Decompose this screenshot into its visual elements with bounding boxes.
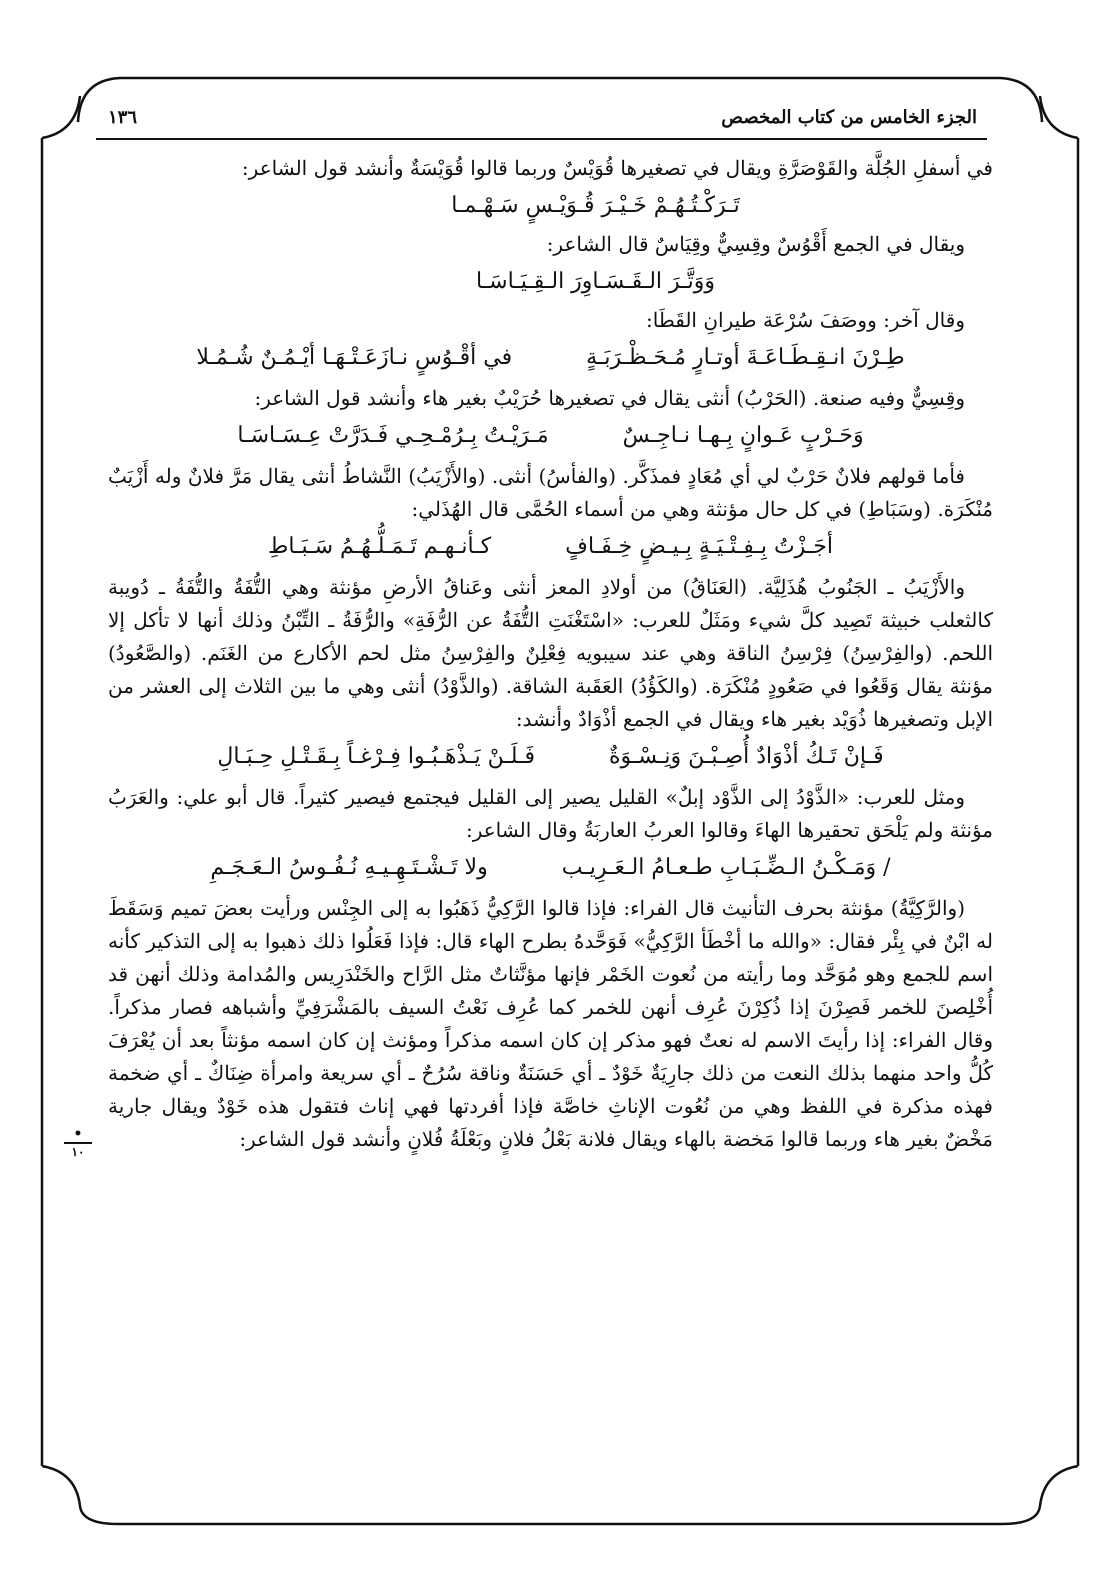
verse-first-hemistich: / وَمَـكْـنُ الـضِّـبَـابِ طـعـامُ الـعَـرِيـب bbox=[561, 855, 891, 880]
paragraph: ويقال في الجمع أَقْوُسٌ وقِسِيٌّ وقِيَاسٌ قال الشاعر: bbox=[546, 232, 965, 256]
marker-number: ١٠ bbox=[71, 1145, 85, 1159]
verse-second-hemistich: مَـرَيْـتُ بِـرُمْـحِـي فَـدَرَّتْ عِـسَـاسَـا bbox=[237, 423, 549, 448]
paragraph: وقال آخر: ووصَفَ سُرْعَة طيرانِ القَطَا: bbox=[645, 308, 965, 332]
verse-couplet bbox=[108, 419, 993, 452]
margin-marker bbox=[64, 1128, 92, 1158]
verse-second-hemistich: ولا تَـشْـتَـهِـيـهِ نُـفُـوسُ الـعَـجَـمِ bbox=[210, 855, 488, 880]
verse-line: تَـرَكْـتُـهُـمْ خَـيْـرَ قُـوَيْـسٍ سَـهْـمـا bbox=[451, 193, 740, 218]
verse-couplet bbox=[108, 341, 993, 374]
paragraph: في أسفلِ الجُلَّة والقَوْصَرَّةِ ويقال في تصغيرها قُوَيْسٌ وربما قالوا قُوَيْسَةٌ وأنشد قول الشاعر: bbox=[241, 156, 993, 180]
page-header bbox=[108, 88, 977, 128]
verse-first-hemistich: طِـرْنَ انـقِـطَـاعَـةَ أوتـارٍ مُـحَـظْـرَبَـةٍ bbox=[586, 345, 905, 370]
page-body bbox=[108, 152, 993, 1156]
marker-bar bbox=[64, 1142, 92, 1144]
header-rule bbox=[96, 138, 987, 140]
paragraph: ومثل للعرب: «الذَّوْدُ إلى الذَّوْد إبلٌ» القليل يصير إلى القليل فيجتمع فيصير كثيراً. قال أبو علي: والعَرَبُ مؤنثة ولم يَلْحَق تحقيرها الهاءَ وقالوا العربُ العاربَةُ وقال الشاعر: bbox=[108, 785, 993, 842]
paragraph: وقِسِيٌّ وفيه صنعة. (الحَرْبُ) أنثى يقال في تصغيرها حُرَيْبٌ بغير هاء وأنشد قول الشاعر: bbox=[254, 386, 965, 410]
verse-second-hemistich: في أقْـوُسٍ نـازَعَـتْـهَـا أيْـمُـنٌ شُـمُـلا bbox=[196, 345, 513, 370]
marker-dot: • bbox=[73, 1126, 83, 1142]
verse-second-hemistich: فَـلَـنْ يَـذْهَـبُـوا فِـرْغـاً بِـقَـتْـلِ حِـبَـالِ bbox=[217, 744, 536, 769]
verse-first-hemistich: أجَـزْتُ بِـفِـتْـيَـةٍ بِـيـضٍ خِـفَـافٍ bbox=[565, 534, 833, 559]
verse-second-hemistich: كـأنـهـم تَـمَـلُّـهُـمُ سَـبَـاطِ bbox=[268, 534, 492, 559]
paragraph: والأَزْيَبُ ـ الجَنُوبُ هُذَلِيَّة. (العَنَاقُ) من أولادِ المعز أنثى وعَناقُ الأرضِ مؤنثة وهي التُّفَةُ والتُّفَةُ ـ دُويبة كالثعلب خبيثة تَصِيد كلَّ شيء ومَثَلٌ للعرب: «اسْتَغْنَتِ التُّفَةُ عن الرُّفَةِ» والرُّفَةُ ـ التِّبْنُ وذلك أنها لا تأكل إلا اللحم. (والفِرْسِنُ) فِرْسِنُ الناقة وهي عند سيبويه فِعْلِنٌ والفِرْسِنُ مثل لحم الأكارع من الغَنَم. (والصَّعُودُ) مؤنثة يقال وَقَعُوا في صَعُودٍ مُنْكَرَة. (والكَؤُدُ) العَقَبة الشاقة. (والذَّوْدُ) أنثى وهي ما بين الثلاث إلى العشر من الإبل وتصغيرها ذُوَيْد بغير هاء ويقال في الجمع أذْوَادٌ وأنشد: bbox=[108, 575, 993, 731]
paragraph: (والرَّكِيَّةُ) مؤنثة بحرف التأنيث قال الفراء: فإذا قالوا الرَّكِيُّ ذَهَبُوا به إلى الجِنْس ورأيت بعضَ تميم وَسَقَطَ له ابْنٌ في بِئْر فقال: «والله ما أخْطَأ الرَّكِيُّ» فَوَحَّدهُ بطرح الهاء قال: فإذا فَعَلُوا ذلك ذهبوا به إلى التذكير كأنه اسم للجمع وهو مُوَحَّد وما رأيته من نُعوت الخَمْر فإنها مؤنَّثاتٌ مثل الرَّاح والخَنْدَرِيس والمُدامة وذلك أنهن قد أُخْلِصنَ للخمر فَصِرْنَ إذا ذُكِرْنَ عُرِف أنهن للخمر كما عُرِف نَعْتُ السيف بالمَشْرَفِيِّ وأشباهه فصار مذكراً. وقال الفراء: إذا رأيتَ الاسم له نعتٌ فهو مذكر إن كان اسمه مذكراً ومؤنث إن كان اسمه مؤنثاً بعد أن يُعْرَفَ كُلُّ واحد منهما بذلك النعت من ذلك جارِيَةٌ خَوْدٌ ـ أي حَسَنَةٌ وناقة سُرُحٌ ـ أي سريعة وامرأة ضِنَاكٌ ـ أي ضخمة فهذه مذكرة في اللفظ وهي من نُعُوت الإناثِ خاصَّة فإذا أفردتها فهي إناث فتقول هذه خَوْدٌ ويقال جارية مَخْضٌ بغير هاء وربما قالوا مَخضة بالهاء ويقال فلانة بَعْلُ فلانٍ وبَعْلَةُ فُلانٍ وأنشد قول الشاعر: bbox=[108, 896, 993, 1151]
verse-couplet bbox=[108, 740, 993, 773]
verse-first-hemistich: وَحَـرْبٍ عَـوانٍ بِـهـا نـاجِـسٌ bbox=[622, 423, 864, 448]
paragraph: فأما قولهم فلانٌ حَرْبٌ لي أي مُعَادٍ فمذَكَّر. (والفأسُ) أنثى. (والأَزْيَبُ) النَّشاطُ أنثى يقال مَرَّ فلانٌ وله أَزْيَبٌ مُنْكَرَة. (وسَبَاطِ) في كل حال مؤنثة وهي من أسماء الحُمَّى قال الهُذَلي: bbox=[108, 464, 993, 521]
verse-first-hemistich: فَـإنْ تَـكُ أذْوَادٌ أُصِـبْـنَ وَنِـسْـوَةٌ bbox=[609, 744, 884, 769]
running-title: الجزء الخامس من كتاب المخصص bbox=[721, 107, 977, 128]
page-number: ١٣٦ bbox=[108, 107, 138, 128]
verse-couplet bbox=[108, 530, 993, 563]
verse-line: وَوَتَّـرَ الـقَـسَـاوِرَ الـقِـيَـاسَـا bbox=[475, 269, 715, 294]
verse-couplet bbox=[108, 851, 993, 884]
